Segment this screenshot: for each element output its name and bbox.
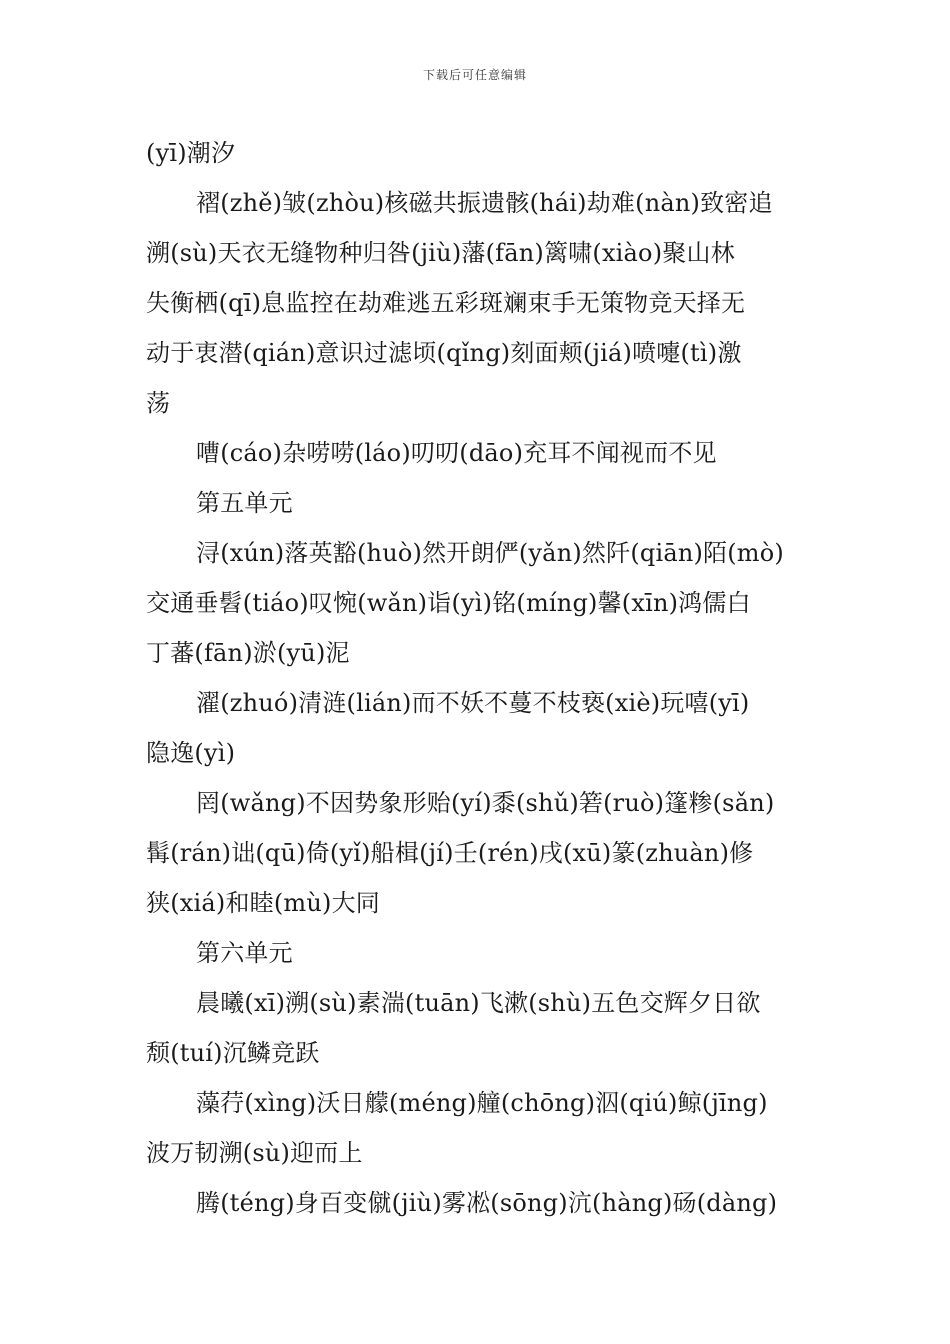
text-line: (yī)潮汐 <box>146 139 236 167</box>
text-line: 交通垂髫(tiáo)叹惋(wǎn)诣(yì)铭(míng)馨(xīn)鸿儒白 <box>146 589 751 617</box>
text-line: 失衡栖(qī)息监控在劫难逃五彩斑斓束手无策物竞天择无 <box>146 289 746 317</box>
page-header: 下载后可任意编辑 <box>422 68 527 82</box>
text-line: 嘈(cáo)杂唠唠(láo)叨叨(dāo)充耳不闻视而不见 <box>196 439 717 467</box>
document-body <box>146 128 826 1228</box>
text-line: 荡 <box>146 389 171 417</box>
text-line: 髯(rán)诎(qū)倚(yǐ)船楫(jí)壬(rén)戌(xū)篆(zhuàn)修 <box>146 839 754 867</box>
text-line: 丁蕃(fān)淤(yū)泥 <box>146 639 350 667</box>
text-line: 狭(xiá)和睦(mù)大同 <box>146 889 380 917</box>
section-heading: 第五单元 <box>196 489 293 517</box>
text-line: 腾(téng)身百变僦(jiù)雾凇(sōng)沆(hàng)砀(dàng) <box>196 1189 778 1217</box>
text-line: 晨曦(xī)溯(sù)素湍(tuān)飞漱(shù)五色交辉夕日欲 <box>196 989 761 1017</box>
text-line: 颓(tuí)沉鳞竞跃 <box>146 1039 320 1067</box>
text-line: 罔(wǎng)不因势象形贻(yí)黍(shǔ)箬(ruò)篷糁(sǎn) <box>196 789 775 817</box>
text-line: 溯(sù)天衣无缝物种归咎(jiù)藩(fān)篱啸(xiào)聚山林 <box>146 239 735 267</box>
text-line: 隐逸(yì) <box>146 739 236 767</box>
text-line: 浔(xún)落英豁(huò)然开朗俨(yǎn)然阡(qiān)陌(mò) <box>196 539 784 567</box>
text-line: 褶(zhě)皱(zhòu)核磁共振遗骸(hái)劫难(nàn)致密追 <box>196 189 773 217</box>
text-line: 动于衷潜(qián)意识过滤顷(qǐng)刻面颊(jiá)喷嚏(tì)激 <box>146 339 742 367</box>
text-line: 濯(zhuó)清涟(lián)而不妖不蔓不枝亵(xiè)玩嘻(yī) <box>196 689 750 717</box>
section-heading: 第六单元 <box>196 939 293 967</box>
text-line: 藻荇(xìng)沃日艨(méng)艟(chōng)泅(qiú)鲸(jīng) <box>196 1089 768 1117</box>
text-line: 波万韧溯(sù)迎而上 <box>146 1139 363 1167</box>
